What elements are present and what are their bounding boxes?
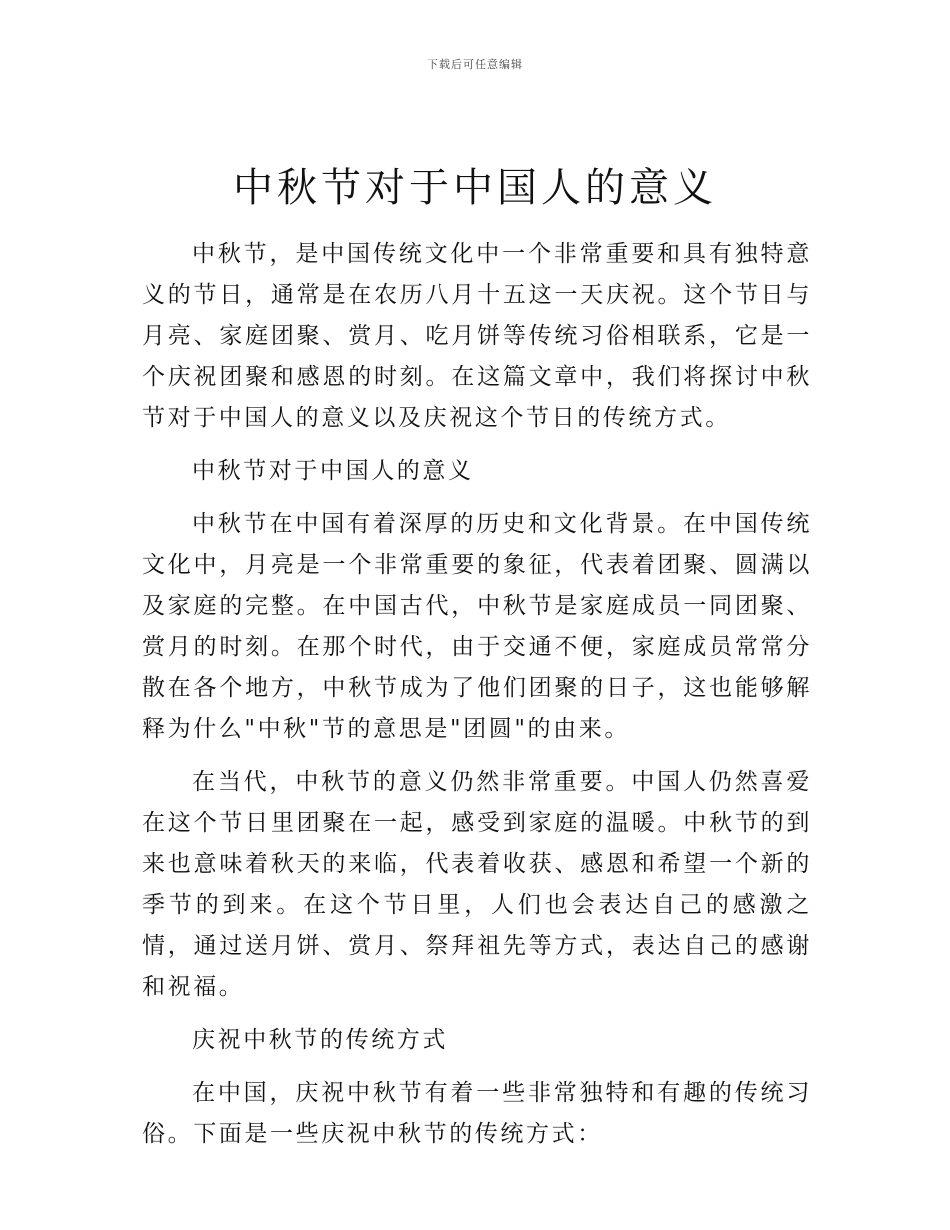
- paragraph-modern: 在当代，中秋节的意义仍然非常重要。中国人仍然喜爱在这个节日里团聚在一起，感受到家庭的温暖。中秋节的到来也意味着秋天的来临，代表着收获、感恩和希望一个新的季节的到来。在这个节日里，人们也会表达自己的感激之情，通过送月饼、赏月、祭拜祖先等方式，表达自己的感谢和祝福。: [142, 769, 812, 1000]
- document-title: 中秋节对于中国人的意义: [233, 165, 717, 211]
- header-note: 下载后可任意编辑: [427, 58, 523, 71]
- section-heading-meaning: 中秋节对于中国人的意义: [192, 458, 474, 484]
- document-body: [142, 234, 812, 1167]
- section-heading-traditions: 庆祝中秋节的传统方式: [192, 1027, 448, 1053]
- paragraph-traditions: 在中国，庆祝中秋节有着一些非常独特和有趣的传统习俗。下面是一些庆祝中秋节的传统方式：: [142, 1080, 812, 1147]
- paragraph-history: 中秋节在中国有着深厚的历史和文化背景。在中国传统文化中，月亮是一个非常重要的象征，代表着团聚、圆满以及家庭的完整。在中国古代，中秋节是家庭成员一同团聚、赏月的时刻。在那个时代，由于交通不便，家庭成员常常分散在各个地方，中秋节成为了他们团聚的日子，这也能够解释为什么"中秋"节的意思是"团圆"的由来。: [142, 511, 812, 742]
- paragraph-intro: 中秋节，是中国传统文化中一个非常重要和具有独特意义的节日，通常是在农历八月十五这一天庆祝。这个节日与月亮、家庭团聚、赏月、吃月饼等传统习俗相联系，它是一个庆祝团聚和感恩的时刻。在这篇文章中，我们将探讨中秋节对于中国人的意义以及庆祝这个节日的传统方式。: [142, 241, 812, 431]
